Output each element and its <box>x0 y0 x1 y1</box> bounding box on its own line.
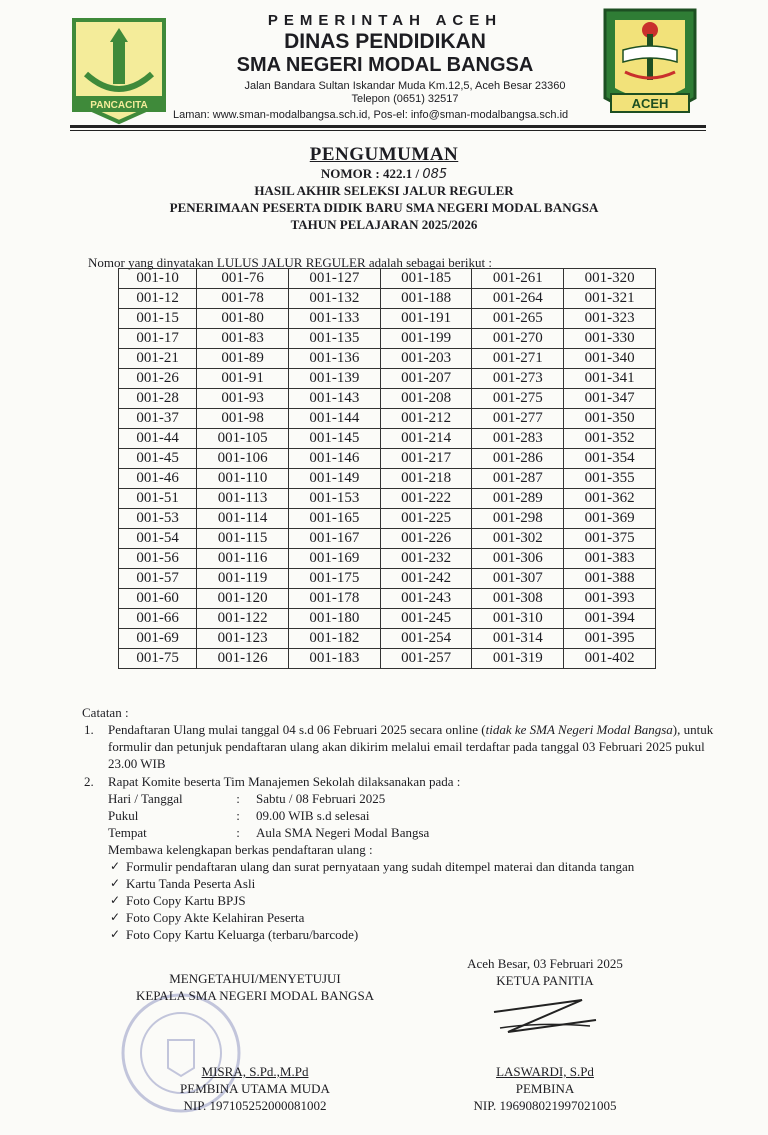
table-cell: 001-271 <box>472 349 564 369</box>
table-cell: 001-265 <box>472 309 564 329</box>
table-cell: 001-185 <box>380 269 472 289</box>
check-icon: ✓ <box>110 893 121 907</box>
table-cell: 001-245 <box>380 609 472 629</box>
table-cell: 001-120 <box>197 589 289 609</box>
table-cell: 001-354 <box>564 449 656 469</box>
table-row <box>119 569 656 589</box>
table-row <box>119 629 656 649</box>
check-icon: ✓ <box>110 927 121 941</box>
schedule-label: Hari / Tanggal <box>108 791 183 806</box>
schedule-value: 09.00 WIB s.d selesai <box>256 808 370 823</box>
table-cell: 001-319 <box>472 649 564 669</box>
table-cell: 001-286 <box>472 449 564 469</box>
meeting-schedule <box>108 790 429 841</box>
table-cell: 001-110 <box>197 469 289 489</box>
table-cell: 001-257 <box>380 649 472 669</box>
table-row <box>119 469 656 489</box>
table-cell: 001-116 <box>197 549 289 569</box>
table-cell: 001-45 <box>119 449 197 469</box>
document-item-text: Kartu Tanda Peserta Asli <box>126 876 256 891</box>
intro-text: Nomor yang dinyatakan LULUS JALUR REGULER adalah sebagai berikut : <box>88 255 492 270</box>
schedule-label: Pukul <box>108 808 139 823</box>
document-item <box>108 909 722 926</box>
table-cell: 001-149 <box>288 469 380 489</box>
table-cell: 001-175 <box>288 569 380 589</box>
table-cell: 001-242 <box>380 569 472 589</box>
table-cell: 001-287 <box>472 469 564 489</box>
table-cell: 001-254 <box>380 629 472 649</box>
table-cell: 001-165 <box>288 509 380 529</box>
title-line-2: PENERIMAAN PESERTA DIDIK BARU SMA NEGERI MODAL BANGSA <box>169 200 599 215</box>
table-cell: 001-122 <box>197 609 289 629</box>
table-cell: 001-169 <box>288 549 380 569</box>
documents-list <box>108 858 722 943</box>
table-cell: 001-132 <box>288 289 380 309</box>
document-item <box>108 926 722 943</box>
notes-section <box>82 704 722 943</box>
table-cell: 001-28 <box>119 389 197 409</box>
table-cell: 001-54 <box>119 529 197 549</box>
committee-role: KETUA PANITIA <box>496 973 594 988</box>
table-cell: 001-133 <box>288 309 380 329</box>
aceh-logo <box>595 6 705 124</box>
table-cell: 001-402 <box>564 649 656 669</box>
table-cell: 001-105 <box>197 429 289 449</box>
table-cell: 001-15 <box>119 309 197 329</box>
table-cell: 001-218 <box>380 469 472 489</box>
table-cell: 001-188 <box>380 289 472 309</box>
check-icon: ✓ <box>110 859 121 873</box>
table-cell: 001-139 <box>288 369 380 389</box>
table-cell: 001-123 <box>197 629 289 649</box>
table-row <box>119 589 656 609</box>
signature-left <box>110 970 400 1114</box>
table-cell: 001-83 <box>197 329 289 349</box>
table-cell: 001-314 <box>472 629 564 649</box>
table-cell: 001-261 <box>472 269 564 289</box>
school-name: SMA NEGERI MODAL BANGSA <box>236 54 534 76</box>
table-cell: 001-106 <box>197 449 289 469</box>
table-cell: 001-275 <box>472 389 564 409</box>
document-item-text: Foto Copy Kartu Keluarga (terbaru/barcode) <box>126 927 359 942</box>
table-row <box>119 389 656 409</box>
chairman-nip: NIP. 196908021997021005 <box>473 1098 617 1113</box>
table-cell: 001-270 <box>472 329 564 349</box>
pancacita-logo-text: PANCACITA <box>90 100 148 111</box>
document-item <box>108 858 722 875</box>
table-cell: 001-93 <box>197 389 289 409</box>
table-cell: 001-207 <box>380 369 472 389</box>
table-row <box>119 529 656 549</box>
table-cell: 001-56 <box>119 549 197 569</box>
table-cell: 001-283 <box>472 429 564 449</box>
approval-label: MENGETAHUI/MENYETUJUI <box>169 971 341 986</box>
notes-label: Catatan : <box>82 705 129 720</box>
table-cell: 001-69 <box>119 629 197 649</box>
school-website: Laman: www.sman-modalbangsa.sch.id, Pos-el: info@sman-modalbangsa.sch.id <box>173 109 569 121</box>
table-cell: 001-180 <box>288 609 380 629</box>
schedule-value: Sabtu / 08 Februari 2025 <box>256 791 386 806</box>
place-date: Aceh Besar, 03 Februari 2025 <box>467 956 623 971</box>
table-row <box>119 289 656 309</box>
table-cell: 001-310 <box>472 609 564 629</box>
table-row <box>119 509 656 529</box>
table-cell: 001-375 <box>564 529 656 549</box>
results-table-body <box>119 269 656 669</box>
table-cell: 001-298 <box>472 509 564 529</box>
table-cell: 001-12 <box>119 289 197 309</box>
table-cell: 001-51 <box>119 489 197 509</box>
chairman-name: LASWARDI, S.Pd <box>496 1064 594 1079</box>
note-item-1-text-a: Pendaftaran Ulang mulai tanggal 04 s.d 06 Februari 2025 secara online ( <box>108 722 486 737</box>
document-item-text: Foto Copy Akte Kelahiran Peserta <box>126 910 305 925</box>
note-item-1 <box>82 721 722 772</box>
table-cell: 001-10 <box>119 269 197 289</box>
table-cell: 001-191 <box>380 309 472 329</box>
table-cell: 001-321 <box>564 289 656 309</box>
note-item-2-text: Rapat Komite beserta Tim Manajemen Sekolah dilaksanakan pada : <box>108 774 461 789</box>
table-cell: 001-136 <box>288 349 380 369</box>
table-cell: 001-66 <box>119 609 197 629</box>
letterhead-rule-thin <box>70 130 706 131</box>
table-row <box>119 549 656 569</box>
schedule-row <box>108 824 429 841</box>
schedule-row <box>108 807 429 824</box>
table-row <box>119 329 656 349</box>
table-row <box>119 609 656 629</box>
table-row <box>119 269 656 289</box>
table-row <box>119 649 656 669</box>
table-cell: 001-277 <box>472 409 564 429</box>
schedule-separator: : <box>236 791 240 806</box>
table-cell: 001-182 <box>288 629 380 649</box>
table-cell: 001-167 <box>288 529 380 549</box>
signature-right <box>440 955 650 1114</box>
table-cell: 001-208 <box>380 389 472 409</box>
table-cell: 001-264 <box>472 289 564 309</box>
table-cell: 001-393 <box>564 589 656 609</box>
check-icon: ✓ <box>110 876 121 890</box>
table-cell: 001-115 <box>197 529 289 549</box>
table-cell: 001-355 <box>564 469 656 489</box>
documents-intro: Membawa kelengkapan berkas pendaftaran ulang : <box>108 842 373 857</box>
table-cell: 001-78 <box>197 289 289 309</box>
table-cell: 001-60 <box>119 589 197 609</box>
letterhead-rule-thick <box>70 125 706 128</box>
table-cell: 001-273 <box>472 369 564 389</box>
schedule-row <box>108 790 429 807</box>
announcement-number-label: NOMOR : 422.1 / <box>320 166 420 181</box>
table-cell: 001-340 <box>564 349 656 369</box>
table-cell: 001-307 <box>472 569 564 589</box>
principal-nip: NIP. 197105252000081002 <box>183 1098 327 1113</box>
table-cell: 001-144 <box>288 409 380 429</box>
table-cell: 001-57 <box>119 569 197 589</box>
table-cell: 001-21 <box>119 349 197 369</box>
table-cell: 001-114 <box>197 509 289 529</box>
document-item <box>108 875 722 892</box>
table-cell: 001-178 <box>288 589 380 609</box>
table-cell: 001-323 <box>564 309 656 329</box>
table-cell: 001-46 <box>119 469 197 489</box>
pancacita-logo <box>66 14 172 126</box>
table-cell: 001-347 <box>564 389 656 409</box>
table-cell: 001-308 <box>472 589 564 609</box>
table-cell: 001-145 <box>288 429 380 449</box>
table-row <box>119 449 656 469</box>
table-cell: 001-388 <box>564 569 656 589</box>
table-row <box>119 349 656 369</box>
table-cell: 001-26 <box>119 369 197 389</box>
table-cell: 001-352 <box>564 429 656 449</box>
announcement-title-block <box>0 144 768 233</box>
table-cell: 001-212 <box>380 409 472 429</box>
table-cell: 001-203 <box>380 349 472 369</box>
table-cell: 001-91 <box>197 369 289 389</box>
table-cell: 001-127 <box>288 269 380 289</box>
table-row <box>119 429 656 449</box>
table-cell: 001-350 <box>564 409 656 429</box>
note-item-2-number: 2. <box>84 774 94 789</box>
table-cell: 001-394 <box>564 609 656 629</box>
table-row <box>119 489 656 509</box>
government-name: PEMERINTAH ACEH <box>267 12 503 29</box>
announcement-number-handwritten: 085 <box>422 167 448 182</box>
table-row <box>119 409 656 429</box>
note-item-1-italic: tidak ke SMA Negeri Modal Bangsa <box>485 722 673 737</box>
table-cell: 001-113 <box>197 489 289 509</box>
letterhead <box>175 12 595 105</box>
table-cell: 001-214 <box>380 429 472 449</box>
table-cell: 001-369 <box>564 509 656 529</box>
schedule-separator: : <box>236 825 240 840</box>
schedule-value: Aula SMA Negeri Modal Bangsa <box>256 825 430 840</box>
table-cell: 001-17 <box>119 329 197 349</box>
table-row <box>119 369 656 389</box>
table-cell: 001-89 <box>197 349 289 369</box>
table-cell: 001-183 <box>288 649 380 669</box>
chairman-rank: PEMBINA <box>515 1081 575 1096</box>
document-item-text: Formulir pendaftaran ulang dan surat pernyataan yang sudah ditempel materai dan ditanda tangan <box>126 859 635 874</box>
table-cell: 001-226 <box>380 529 472 549</box>
table-cell: 001-243 <box>380 589 472 609</box>
principal-rank: PEMBINA UTAMA MUDA <box>180 1081 330 1096</box>
note-item-2 <box>82 773 722 790</box>
table-cell: 001-302 <box>472 529 564 549</box>
table-cell: 001-75 <box>119 649 197 669</box>
table-cell: 001-126 <box>197 649 289 669</box>
table-cell: 001-146 <box>288 449 380 469</box>
announcement-title: PENGUMUMAN <box>309 144 459 165</box>
table-cell: 001-135 <box>288 329 380 349</box>
document-item <box>108 892 722 909</box>
document-item-text: Foto Copy Kartu BPJS <box>126 893 246 908</box>
table-cell: 001-320 <box>564 269 656 289</box>
table-cell: 001-153 <box>288 489 380 509</box>
table-cell: 001-362 <box>564 489 656 509</box>
table-cell: 001-383 <box>564 549 656 569</box>
table-cell: 001-199 <box>380 329 472 349</box>
table-cell: 001-395 <box>564 629 656 649</box>
schedule-label: Tempat <box>108 825 147 840</box>
table-cell: 001-53 <box>119 509 197 529</box>
title-line-3: TAHUN PELAJARAN 2025/2026 <box>290 217 478 232</box>
table-cell: 001-119 <box>197 569 289 589</box>
school-address: Jalan Bandara Sultan Iskandar Muda Km.12,5, Aceh Besar 23360 <box>244 80 566 92</box>
note-item-1-number: 1. <box>84 722 94 737</box>
table-row <box>119 309 656 329</box>
table-cell: 001-217 <box>380 449 472 469</box>
table-cell: 001-306 <box>472 549 564 569</box>
table-cell: 001-289 <box>472 489 564 509</box>
table-cell: 001-341 <box>564 369 656 389</box>
principal-name: MISRA, S.Pd.,M.Pd <box>201 1064 309 1079</box>
department-name: DINAS PENDIDIKAN <box>284 30 486 53</box>
announcement-number <box>0 166 768 182</box>
table-cell: 001-44 <box>119 429 197 449</box>
table-cell: 001-98 <box>197 409 289 429</box>
results-table <box>118 268 656 669</box>
table-cell: 001-330 <box>564 329 656 349</box>
table-cell: 001-232 <box>380 549 472 569</box>
aceh-logo-text: ACEH <box>631 96 669 111</box>
check-icon: ✓ <box>110 910 121 924</box>
schedule-separator: : <box>236 808 240 823</box>
table-cell: 001-225 <box>380 509 472 529</box>
table-cell: 001-80 <box>197 309 289 329</box>
table-cell: 001-143 <box>288 389 380 409</box>
title-line-1: HASIL AKHIR SELEKSI JALUR REGULER <box>254 183 514 198</box>
table-cell: 001-76 <box>197 269 289 289</box>
note-item-1-text-b: ), untuk formulir dan petunjuk pendaftaran ulang akan dikirim melalui email terdaftar pada tanggal 03 Februari 2025 pukul 23.00 WIB <box>108 722 714 771</box>
principal-title: KEPALA SMA NEGERI MODAL BANGSA <box>135 988 375 1003</box>
school-phone: Telepon (0651) 32517 <box>351 93 459 105</box>
table-cell: 001-222 <box>380 489 472 509</box>
table-cell: 001-37 <box>119 409 197 429</box>
